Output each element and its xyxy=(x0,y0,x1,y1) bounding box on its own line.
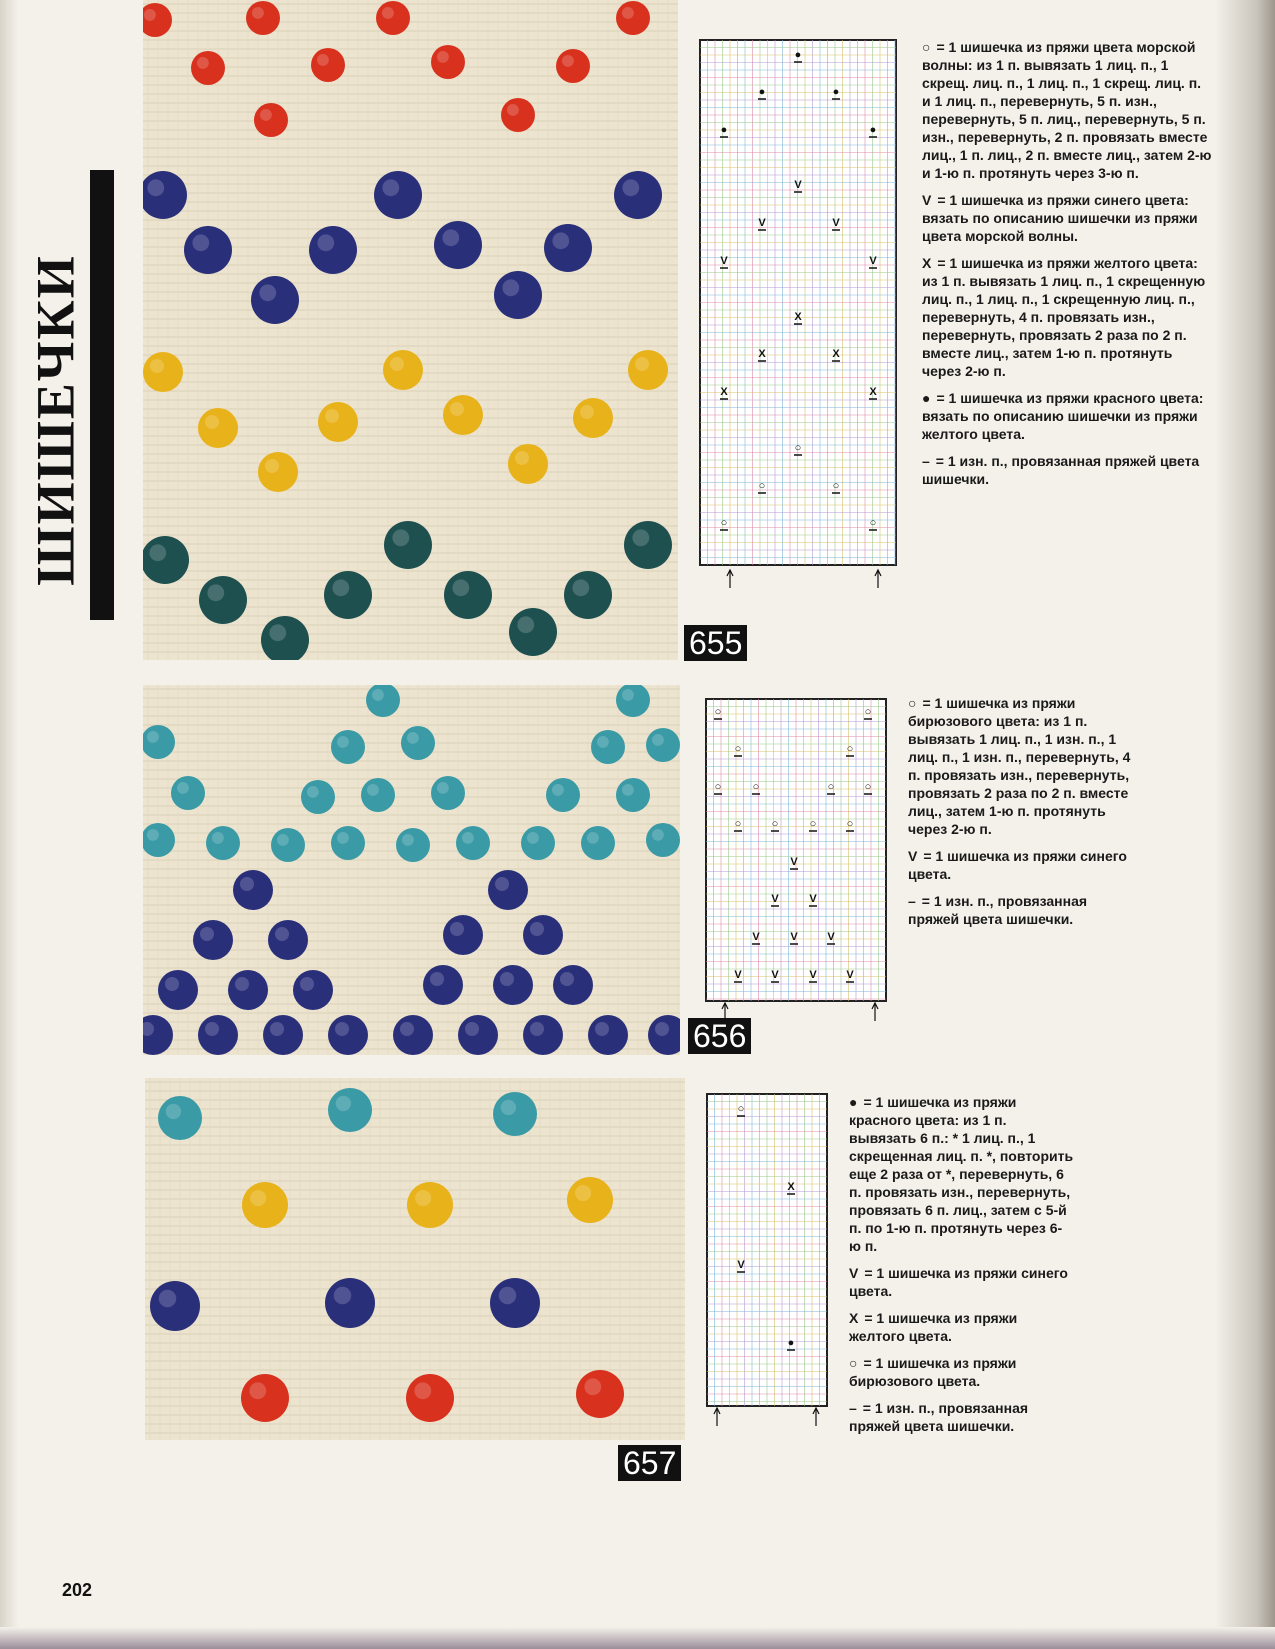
legend-item-bobble-red xyxy=(849,1093,1074,1255)
bobble xyxy=(493,965,533,1005)
section-title-text: ШИШЕЧКИ xyxy=(26,254,87,586)
chart-symbol: V xyxy=(809,893,817,905)
legend-item-bobble-turquoise xyxy=(849,1354,1074,1390)
bobble xyxy=(567,1177,613,1223)
bobble xyxy=(458,1015,498,1055)
bobble xyxy=(293,970,333,1010)
legend-item-bobble-sea-wave xyxy=(922,38,1212,182)
chart-symbol: ○ xyxy=(752,781,760,793)
legend-text: = 1 шишечка из пряжи бирюзового цвета: из 1 п. вывязать 1 лиц. п., 1 изн. п., 1 лиц. п., 1 изн. п., перевернуть, 4 п. провязать изн., перевернуть, провязать 2 раза по 2 п. вместе лиц., затем 1-ю п. протянуть через 2-ю п. xyxy=(908,695,1131,837)
symbol-v: V xyxy=(908,848,918,864)
bobble xyxy=(184,226,232,274)
bobble xyxy=(616,1,650,35)
chart-symbol: V xyxy=(734,969,742,981)
chart-symbol: X xyxy=(758,348,766,360)
symbol-dash: – xyxy=(908,893,916,909)
bobble xyxy=(628,350,668,390)
symbol-v: V xyxy=(849,1265,859,1281)
bobble xyxy=(434,221,482,269)
bobble xyxy=(406,1374,454,1422)
pattern-number-655: 655 xyxy=(684,625,747,661)
legend-text: = 1 шишечка из пряжи синего цвета. xyxy=(849,1265,1068,1299)
bobble xyxy=(258,452,298,492)
bobble xyxy=(493,1092,537,1136)
legend-item-bobble-turquoise xyxy=(908,694,1138,838)
legend-item-bobble-yellow xyxy=(922,254,1212,380)
chart-symbol: V xyxy=(832,217,840,229)
bobble xyxy=(401,726,435,760)
chart-symbol: ○ xyxy=(758,480,766,492)
chart-symbol: ● xyxy=(794,49,802,61)
bobble xyxy=(228,970,268,1010)
chart-symbol: ○ xyxy=(714,781,722,793)
chart-symbol: ○ xyxy=(869,517,877,529)
knit-photo-655 xyxy=(143,0,678,660)
bobble xyxy=(431,45,465,79)
bobble xyxy=(254,103,288,137)
chart-symbol: V xyxy=(827,931,835,943)
chart-symbol: V xyxy=(790,931,798,943)
bobble xyxy=(361,778,395,812)
bobble xyxy=(509,608,557,656)
knit-chart-657 xyxy=(703,1090,833,1430)
bobble xyxy=(263,1015,303,1055)
chart-symbol: ● xyxy=(832,86,840,98)
symbol-filled-dot: ● xyxy=(849,1094,858,1110)
chart-symbol: ○ xyxy=(832,480,840,492)
legend-text: = 1 шишечка из пряжи желтого цвета. xyxy=(849,1310,1018,1344)
symbol-x: X xyxy=(922,255,932,271)
chart-symbol: ○ xyxy=(734,818,742,830)
bobble xyxy=(581,826,615,860)
chart-symbol: ○ xyxy=(864,706,872,718)
bobble xyxy=(301,780,335,814)
bobble xyxy=(242,1182,288,1228)
bobble xyxy=(191,51,225,85)
bobble xyxy=(328,1015,368,1055)
chart-symbol: ● xyxy=(720,124,728,136)
legend-655 xyxy=(922,38,1212,497)
legend-item-purl xyxy=(908,892,1138,928)
page-edge-left xyxy=(0,0,18,1649)
bobble xyxy=(268,920,308,960)
chart-symbol: ● xyxy=(869,124,877,136)
chart-symbol: ● xyxy=(787,1337,795,1349)
pattern-number-656: 656 xyxy=(688,1018,751,1054)
chart-symbol: X xyxy=(794,311,802,323)
symbol-circle: ○ xyxy=(922,39,931,55)
bobble xyxy=(553,965,593,1005)
bobble xyxy=(431,776,465,810)
chart-symbol: V xyxy=(846,969,854,981)
chart-grid-drawing xyxy=(703,1090,833,1430)
chart-symbol: X xyxy=(869,386,877,398)
legend-text: = 1 шишечка из пряжи цвета морской волны: из 1 п. вывязать 1 лиц. п., 1 скрещ. лиц. п., 1 лиц. п., 1 скрещ. лиц. п. и 1 лиц. п., перевернуть, 5 п. изн., перевернуть, 5 п. лиц., перевернуть, 5 п. изн., перевернуть, 2 п. провязать вместе лиц., 1 п. лиц., 2 п. вместе лиц., затем 2-ю и 1-ю п. протянуть через 3-ю п. xyxy=(922,39,1212,181)
bobble xyxy=(494,271,542,319)
bobble xyxy=(488,870,528,910)
bobble xyxy=(588,1015,628,1055)
bobble xyxy=(383,350,423,390)
legend-text: = 1 шишечка из пряжи синего цвета. xyxy=(908,848,1127,882)
bobble xyxy=(328,1088,372,1132)
chart-symbol: X xyxy=(787,1181,795,1193)
page-number: 202 xyxy=(62,1580,93,1600)
chart-symbol: ○ xyxy=(846,743,854,755)
bobble xyxy=(318,402,358,442)
bobble xyxy=(624,521,672,569)
symbol-filled-dot: ● xyxy=(922,390,931,406)
bobble xyxy=(171,776,205,810)
bobble xyxy=(576,1370,624,1418)
chart-symbol: V xyxy=(720,255,728,267)
bobble xyxy=(646,728,680,762)
symbol-dash: – xyxy=(922,453,930,469)
bobble xyxy=(443,915,483,955)
symbol-circle: ○ xyxy=(849,1355,858,1371)
chart-symbol: V xyxy=(752,931,760,943)
symbol-v: V xyxy=(922,192,932,208)
bobble xyxy=(376,1,410,35)
bobble xyxy=(331,826,365,860)
legend-item-bobble-blue xyxy=(908,847,1138,883)
bobble xyxy=(508,444,548,484)
bobble xyxy=(206,826,240,860)
chart-symbol: ○ xyxy=(846,818,854,830)
bobble xyxy=(309,226,357,274)
symbol-x: X xyxy=(849,1310,859,1326)
bobble xyxy=(501,98,535,132)
chart-symbol: ○ xyxy=(794,442,802,454)
bobble xyxy=(198,1015,238,1055)
bobble xyxy=(143,536,189,584)
bobble xyxy=(324,571,372,619)
chart-symbol: V xyxy=(809,969,817,981)
knit-photo-drawing xyxy=(143,685,680,1055)
legend-text: = 1 шишечка из пряжи синего цвета: вязать по описанию шишечки из пряжи цвета морской волны. xyxy=(922,192,1198,244)
chart-symbol: ○ xyxy=(809,818,817,830)
bobble xyxy=(158,1096,202,1140)
bobble xyxy=(614,171,662,219)
bobble xyxy=(198,408,238,448)
chart-symbol: ○ xyxy=(864,781,872,793)
knit-photo-drawing xyxy=(143,0,678,660)
bobble xyxy=(591,730,625,764)
bobble xyxy=(331,730,365,764)
legend-text: = 1 шишечка из пряжи желтого цвета: из 1 п. вывязать 1 лиц. п., 1 скрещенную лиц. п., 1 лиц. п., 1 скрещенную лиц. п., перевернуть, 4 п. провязать изн., перевернуть, провязать 2 раза по 2 п. вместе лиц., затем 1-ю п. протянуть через 2-ю п. xyxy=(922,255,1206,379)
chart-symbol: ○ xyxy=(771,818,779,830)
chart-symbol: V xyxy=(869,255,877,267)
legend-text: = 1 изн. п., провязанная пряжей цвета шишечки. xyxy=(908,893,1088,927)
bobble xyxy=(246,1,280,35)
knit-photo-656 xyxy=(143,685,680,1055)
legend-item-bobble-red xyxy=(922,389,1212,443)
chart-symbol: V xyxy=(794,179,802,191)
bobble xyxy=(199,576,247,624)
legend-item-purl xyxy=(922,452,1212,488)
legend-item-purl xyxy=(849,1399,1074,1435)
bobble xyxy=(546,778,580,812)
chart-grid-drawing xyxy=(700,695,892,1025)
page-edge-bottom xyxy=(0,1627,1275,1649)
pattern-number-657: 657 xyxy=(618,1445,681,1481)
chart-symbol: V xyxy=(771,969,779,981)
bobble xyxy=(393,1015,433,1055)
knit-photo-657 xyxy=(145,1078,685,1440)
bobble xyxy=(374,171,422,219)
bobble xyxy=(444,571,492,619)
legend-item-bobble-yellow xyxy=(849,1309,1074,1345)
bobble xyxy=(456,826,490,860)
legend-item-bobble-blue xyxy=(849,1264,1074,1300)
chart-symbol: V xyxy=(790,856,798,868)
legend-item-bobble-blue xyxy=(922,191,1212,245)
bobble xyxy=(423,965,463,1005)
legend-text: = 1 шишечка из пряжи красного цвета: из 1 п. вывязать 6 п.: * 1 лиц. п., 1 скрещенная лиц. п. *, повторить еще 2 раза от *, перевернуть, 6 п. провязать изн., перевернуть, провязать 6 п. лиц., затем с 5-й п. по 1-ю п. протянуть через 6-ю п. xyxy=(849,1094,1074,1254)
knit-chart-656 xyxy=(700,695,892,1025)
bobble xyxy=(311,48,345,82)
bobble xyxy=(158,970,198,1010)
chart-symbol: ○ xyxy=(737,1103,745,1115)
section-title-bar xyxy=(90,170,114,620)
chart-symbol: X xyxy=(832,348,840,360)
bobble xyxy=(521,826,555,860)
chart-symbol: ● xyxy=(758,86,766,98)
chart-symbol: V xyxy=(737,1259,745,1271)
bobble xyxy=(523,1015,563,1055)
legend-656 xyxy=(908,694,1138,937)
bobble xyxy=(443,395,483,435)
legend-text: = 1 шишечка из пряжи красного цвета: вязать по описанию шишечки из пряжи желтого цвета. xyxy=(922,390,1204,442)
bobble xyxy=(150,1281,200,1331)
bobble xyxy=(573,398,613,438)
bobble xyxy=(193,920,233,960)
bobble xyxy=(241,1374,289,1422)
chart-grid-drawing xyxy=(697,18,907,598)
bobble xyxy=(384,521,432,569)
bobble xyxy=(556,49,590,83)
knit-photo-drawing xyxy=(145,1078,685,1440)
bobble xyxy=(233,870,273,910)
knit-chart-655 xyxy=(697,18,907,598)
bobble xyxy=(646,823,680,857)
chart-symbol: ○ xyxy=(734,743,742,755)
chart-symbol: V xyxy=(771,893,779,905)
bobble xyxy=(616,778,650,812)
bobble xyxy=(271,828,305,862)
chart-symbol: V xyxy=(758,217,766,229)
bobble xyxy=(490,1278,540,1328)
bobble xyxy=(251,276,299,324)
legend-text: = 1 шишечка из пряжи бирюзового цвета. xyxy=(849,1355,1017,1389)
legend-657 xyxy=(849,1093,1074,1444)
symbol-circle: ○ xyxy=(908,695,917,711)
bobble xyxy=(544,224,592,272)
chart-symbol: ○ xyxy=(827,781,835,793)
chart-symbol: X xyxy=(720,386,728,398)
legend-text: = 1 изн. п., провязанная пряжей цвета шишечки. xyxy=(849,1400,1029,1434)
chart-symbol: ○ xyxy=(720,517,728,529)
chart-symbol: ○ xyxy=(714,706,722,718)
legend-text: = 1 изн. п., провязанная пряжей цвета шишечки. xyxy=(922,453,1200,487)
bobble xyxy=(564,571,612,619)
page-edge-right xyxy=(1215,0,1275,1649)
bobble xyxy=(325,1278,375,1328)
section-title xyxy=(26,255,86,585)
bobble xyxy=(396,828,430,862)
symbol-dash: – xyxy=(849,1400,857,1416)
bobble xyxy=(407,1182,453,1228)
bobble xyxy=(523,915,563,955)
bobble xyxy=(143,352,183,392)
